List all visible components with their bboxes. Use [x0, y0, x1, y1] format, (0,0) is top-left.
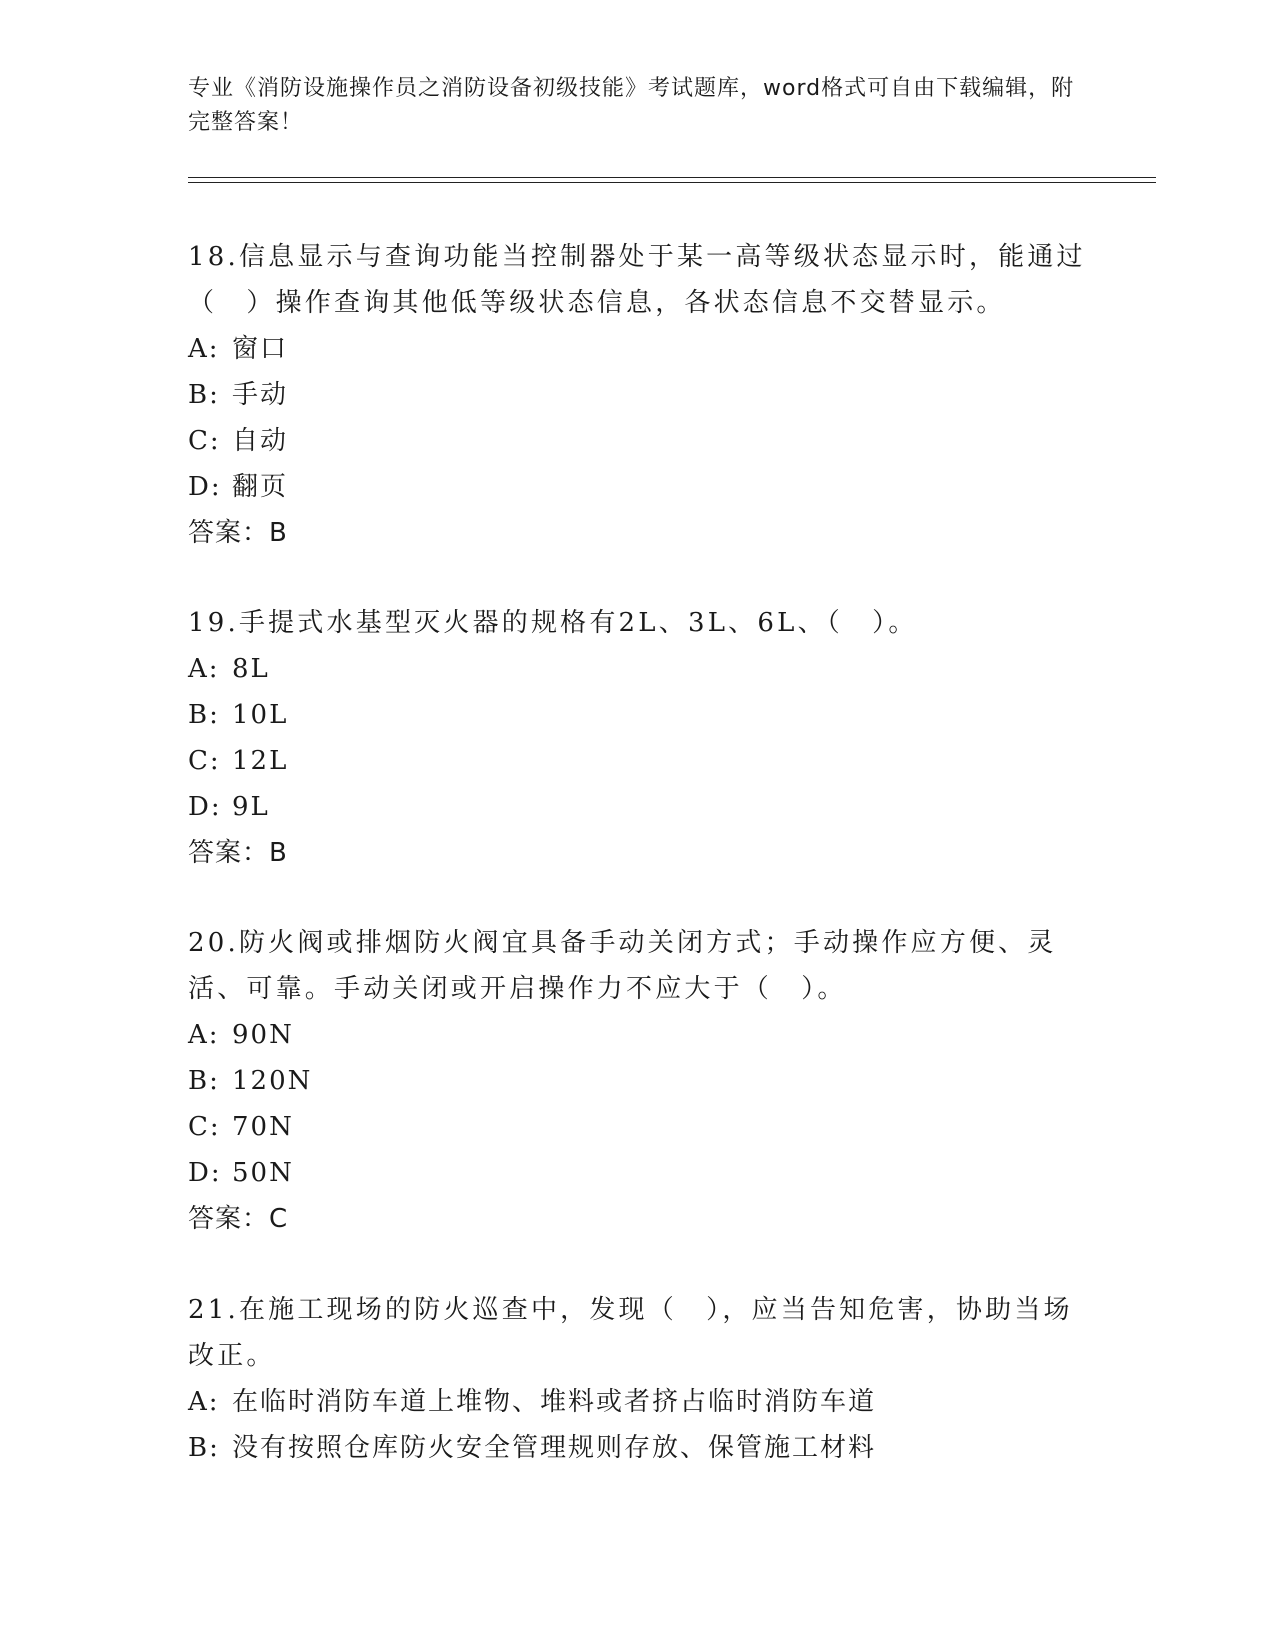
option-key: D:: [188, 472, 222, 502]
question-20: [188, 920, 1088, 1242]
option-text: 90N: [232, 1020, 294, 1050]
option-text: 窗口: [232, 334, 289, 364]
option-b: [188, 1058, 1088, 1104]
header-intro: 专业《消防设施操作员之消防设备初级技能》考试题库，word格式可自由下载编辑，附完整答案！: [188, 76, 1075, 135]
option-a: [188, 1379, 1088, 1425]
option-text: 10L: [232, 700, 289, 730]
option-key: B:: [188, 1066, 220, 1096]
option-key: B:: [188, 380, 220, 410]
option-d: [188, 1150, 1088, 1196]
option-a: [188, 646, 1088, 692]
question-text: 18.信息显示与查询功能当控制器处于某一高等级状态显示时，能通过（ ）操作查询其他低等级状态信息，各状态信息不交替显示。: [188, 242, 1086, 318]
option-text: 70N: [232, 1112, 294, 1142]
header-divider-top: [188, 177, 1156, 178]
question-18: [188, 234, 1088, 556]
question-text: 20.防火阀或排烟防火阀宜具备手动关闭方式；手动操作应方便、灵活、可靠。手动关闭或开启操作力不应大于（ ）。: [188, 928, 1057, 1004]
option-c: [188, 1104, 1088, 1150]
option-key: C:: [188, 426, 221, 456]
option-key: D:: [188, 1158, 222, 1188]
option-a: [188, 326, 1088, 372]
option-d: [188, 464, 1088, 510]
answer: 答案：B: [188, 838, 288, 868]
option-text: 在临时消防车道上堆物、堆料或者挤占临时消防车道: [232, 1387, 877, 1417]
option-key: A:: [188, 334, 220, 364]
option-a: [188, 1012, 1088, 1058]
answer: 答案：C: [188, 1204, 289, 1234]
question-19: [188, 600, 1088, 876]
question-21: [188, 1287, 1088, 1471]
option-text: 12L: [232, 746, 289, 776]
option-key: C:: [188, 746, 221, 776]
question-text: 19.手提式水基型灭火器的规格有2L、3L、6L、（ ）。: [188, 608, 918, 638]
option-c: [188, 738, 1088, 784]
option-text: 9L: [232, 792, 270, 822]
option-text: 自动: [232, 426, 289, 456]
option-key: B:: [188, 700, 220, 730]
question-text: 21.在施工现场的防火巡查中，发现（ ），应当告知危害，协助当场改正。: [188, 1295, 1073, 1371]
option-text: 8L: [232, 654, 270, 684]
option-text: 手动: [232, 380, 289, 410]
option-text: 翻页: [232, 472, 289, 502]
option-text: 120N: [232, 1066, 313, 1096]
option-text: 没有按照仓库防火安全管理规则存放、保管施工材料: [232, 1433, 877, 1463]
option-text: 50N: [232, 1158, 294, 1188]
option-c: [188, 418, 1088, 464]
header-divider-bottom: [188, 182, 1156, 183]
option-d: [188, 784, 1088, 830]
option-key: B:: [188, 1433, 220, 1463]
option-b: [188, 1425, 1088, 1471]
option-key: A:: [188, 654, 220, 684]
option-key: D:: [188, 792, 222, 822]
option-key: C:: [188, 1112, 221, 1142]
option-b: [188, 372, 1088, 418]
option-b: [188, 692, 1088, 738]
option-key: A:: [188, 1020, 220, 1050]
option-key: A:: [188, 1387, 220, 1417]
answer: 答案：B: [188, 518, 288, 548]
